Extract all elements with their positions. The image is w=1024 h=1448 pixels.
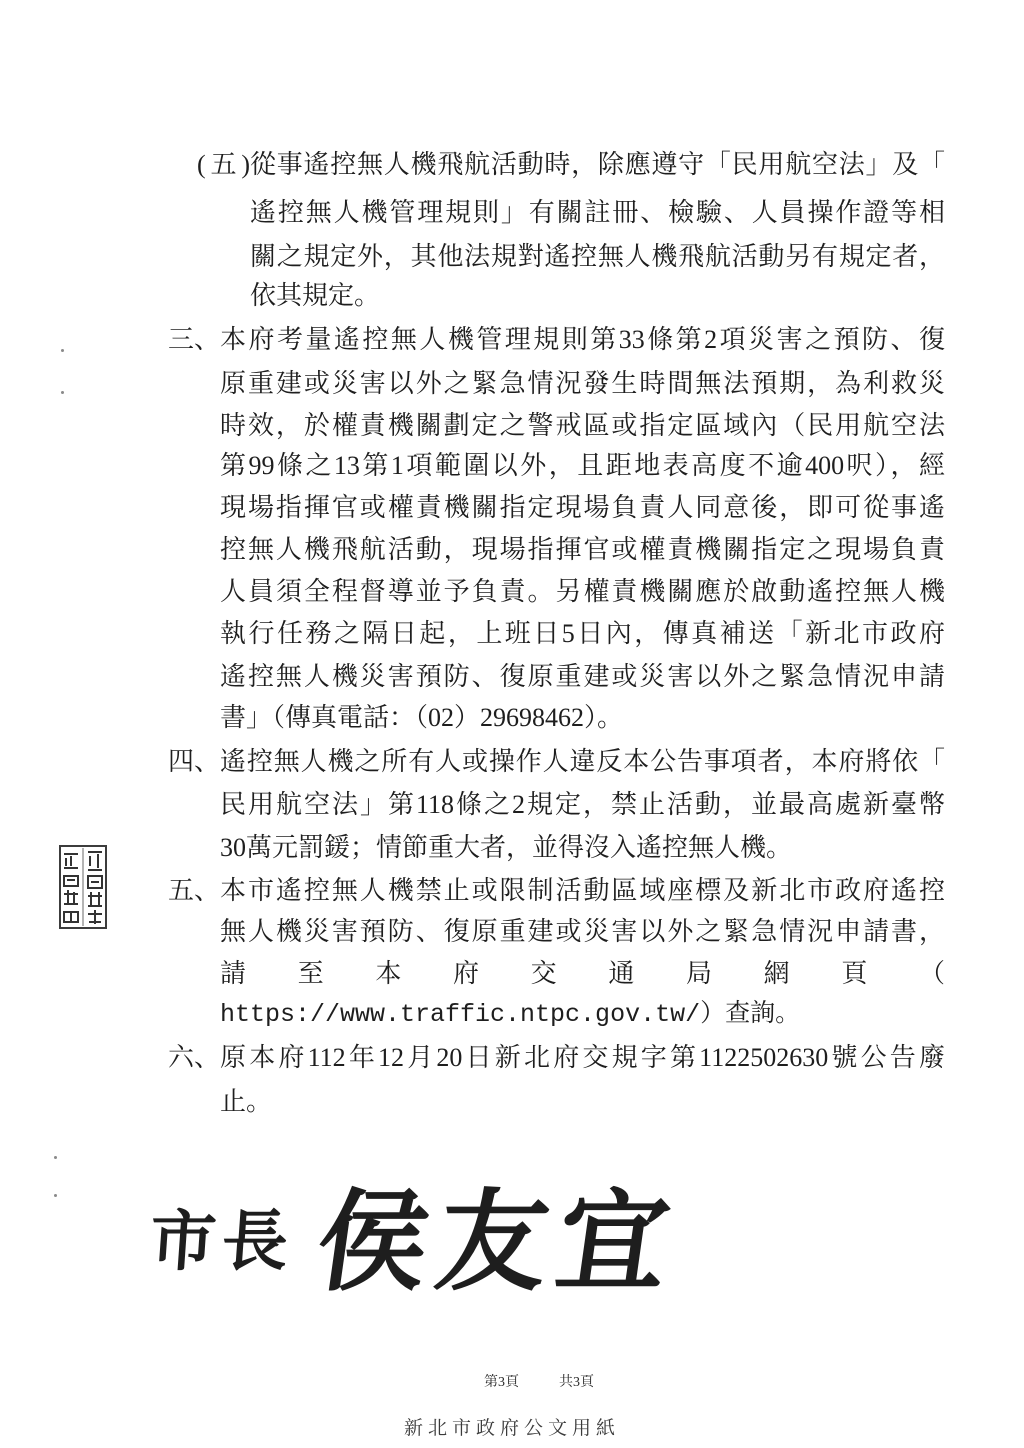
item-4-line-1 (168, 741, 945, 783)
item-6-line-1 (168, 1037, 945, 1079)
item-5-line-3: 請至本府交通局網頁（ (220, 959, 945, 988)
item-3-line-2: 原重建或災害以外之緊急情況發生時間無法預期，為利救災 (220, 369, 945, 398)
item-marker: 六、 (168, 1043, 221, 1072)
item-3-line-3: 時效，於權責機關劃定之警戒區或指定區域內（民用航空法 (220, 411, 945, 440)
seam-seal-stamp (58, 844, 108, 930)
item-3-line-8: 執行任務之隔日起，上班日5日內，傳真補送「新北市政府 (220, 619, 945, 648)
scan-speck (54, 1194, 57, 1197)
page-number (484, 1374, 594, 1392)
line-text: 從事遙控無人機飛航活動時，除應遵守「民用航空法」及「 (250, 150, 945, 179)
stationery-label: 新北市政府公文用紙 (404, 1417, 621, 1439)
sub-item-5-line-4: 依其規定。 (250, 281, 381, 310)
sub-item-5-line-2: 遙控無人機管理規則」有關註冊、檢驗、人員操作證等相 (250, 198, 945, 227)
signature-title: 市長 (147, 1202, 297, 1280)
item-3-line-10: 書」（傳真電話：（02）29698462）。 (220, 703, 624, 732)
item-6-line-2: 止。 (220, 1087, 273, 1116)
line-text: 原本府112年12月20日新北府交規字第1122502630號公告廢 (220, 1043, 945, 1072)
item-marker: (五) (197, 150, 250, 179)
item-3-line-5: 現場指揮官或權責機關指定現場負責人同意後，即可從事遙 (220, 493, 945, 522)
line-text: 本府考量遙控無人機管理規則第33條第2項災害之預防、復 (220, 325, 945, 354)
scan-speck (61, 391, 64, 394)
sub-item-5-line-3: 關之規定外，其他法規對遙控無人機飛航活動另有規定者， (250, 242, 945, 271)
item-4-line-2: 民用航空法」第118條之2規定，禁止活動，並最高處新臺幣 (220, 790, 945, 819)
item-marker: 三、 (168, 325, 221, 354)
item-3-line-9: 遙控無人機災害預防、復原重建或災害以外之緊急情況申請 (220, 662, 945, 691)
item-3-line-4: 第99條之13第1項範圍以外，且距地表高度不逾400呎），經 (220, 451, 945, 480)
page-total: 共3頁 (559, 1375, 594, 1390)
item-3-line-6: 控無人機飛航活動，現場指揮官或權責機關指定之現場負責 (220, 535, 945, 564)
item-3-line-1 (168, 319, 945, 361)
scan-speck (54, 1156, 57, 1159)
item-5-line-4-url: https://www.traffic.ntpc.gov.tw/）查詢。 (220, 1000, 801, 1029)
mayor-signature: 侯友宜 (309, 1177, 688, 1306)
scan-speck (61, 349, 64, 352)
page-current: 第3頁 (484, 1375, 519, 1390)
item-marker: 五、 (168, 876, 221, 905)
sub-item-5-line-1 (197, 144, 945, 186)
item-5-line-2: 無人機災害預防、復原重建或災害以外之緊急情況申請書， (220, 917, 945, 946)
line-text: 遙控無人機之所有人或操作人違反本公告事項者，本府將依「 (220, 747, 945, 776)
item-4-line-3: 30萬元罰鍰；情節重大者，並得沒入遙控無人機。 (220, 833, 793, 862)
item-5-line-1 (168, 870, 945, 912)
item-marker: 四、 (168, 747, 221, 776)
item-3-line-7: 人員須全程督導並予負責。另權責機關應於啟動遙控無人機 (220, 577, 945, 606)
line-text: 本市遙控無人機禁止或限制活動區域座標及新北市政府遙控 (220, 876, 945, 905)
